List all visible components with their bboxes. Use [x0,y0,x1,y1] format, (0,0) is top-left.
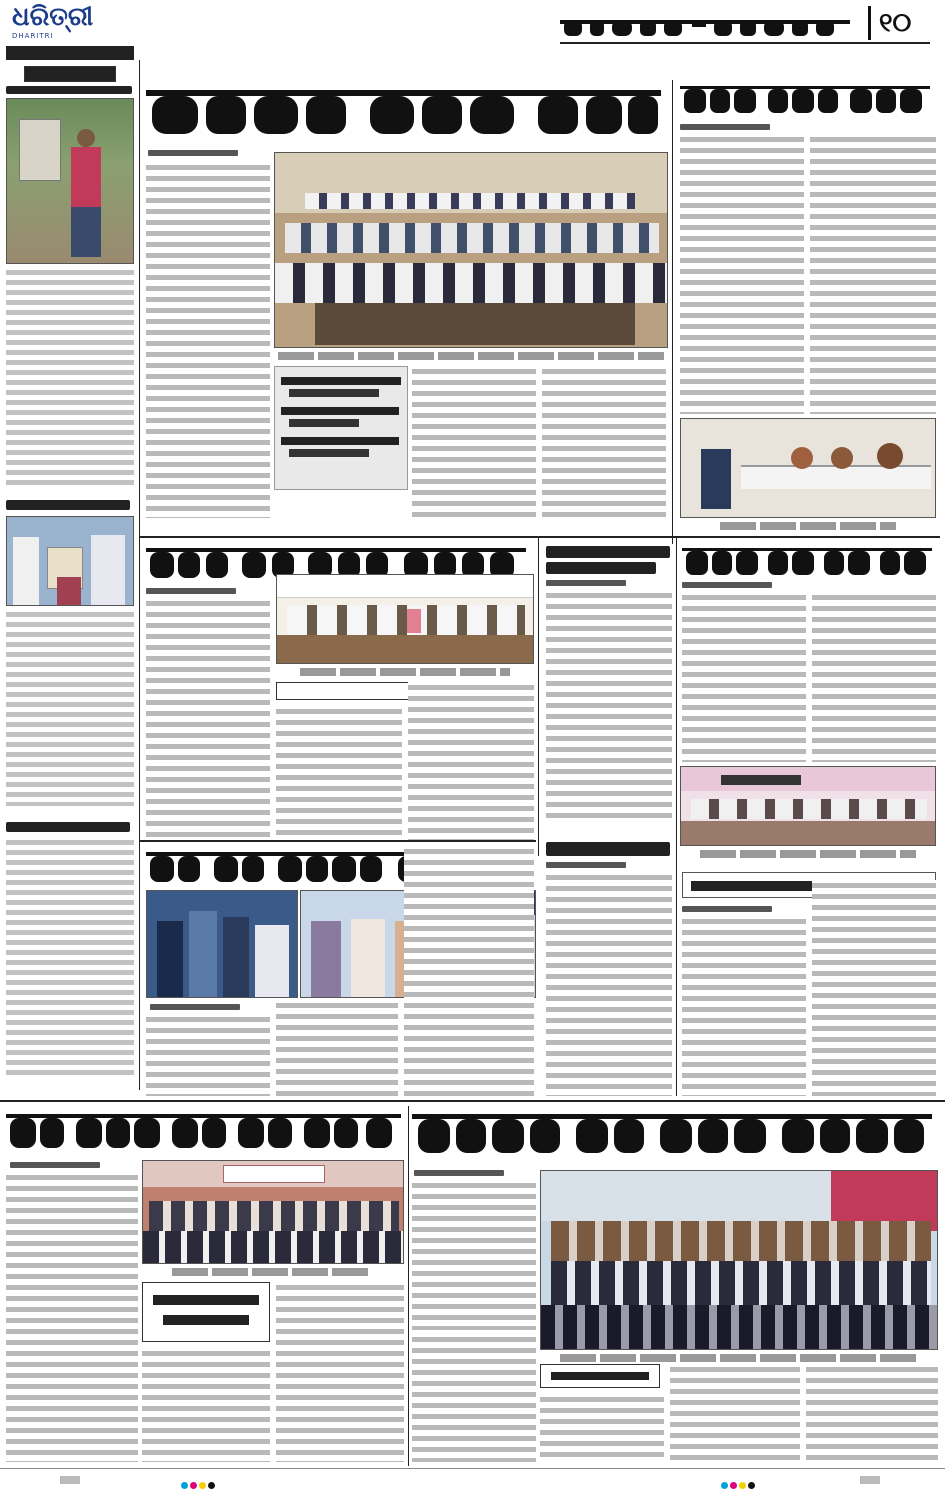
registration-dot-cyan [721,1482,728,1489]
lead-divider [672,80,673,544]
row3-divider [676,856,677,1096]
story-nandini-body-col-3 [408,682,534,842]
story-kickboxing-photo [146,890,298,998]
lead-highlights-box [274,366,408,490]
page-header-title [560,8,860,38]
story-nandini-photo-caption [300,668,510,676]
story-body-found-body [546,872,672,1096]
right-top-headline [680,80,936,120]
page-header-title-glyphs [560,8,860,38]
row2-divider-a [538,538,539,856]
story-kapilas-headline-1 [546,546,670,558]
right-top-photo-caption [720,522,896,530]
story-bishwa-headline-glyphs [682,542,936,578]
story-nishwartha-photo [540,1170,938,1350]
story-bibeka-headline [6,1106,406,1156]
story-bishwa-body-col-2 [812,592,936,762]
lead-photo-caption [278,352,664,360]
brief-2-body [6,610,134,806]
story-bishwa-photo [680,766,936,846]
masthead-rule [560,42,930,44]
lead-body-col-1 [146,162,270,518]
row-divider-2 [140,840,536,842]
footer-gray-bar-left [60,1476,80,1484]
story-nandini-subhead [276,682,412,700]
logo-subtext: DHARITRI [12,32,54,40]
brief-2-headline [6,500,130,510]
story-science-body-col-2 [812,880,936,1096]
row-divider-1 [140,536,940,538]
masthead [0,0,945,48]
story-nandini-photo [276,574,534,664]
story-bibeka-headline-glyphs [6,1106,406,1156]
story-bibeka-body-col-1 [6,1172,138,1462]
story-nishwartha-headline-glyphs [412,1106,938,1162]
row2-divider-b [676,538,677,856]
brief-1-body [6,268,134,490]
story-nishwartha-body-col-4 [670,1364,800,1462]
story-medhabi-subhead [540,1364,660,1388]
story-nandini-body-col-2 [276,706,402,842]
story-bibeka-photo [142,1160,404,1264]
story-body-found-dateline [546,862,626,868]
story-sarvodaya-subhead [142,1282,270,1342]
bottom-divider [408,1106,409,1466]
lead-headline [146,84,666,140]
footer-rule [0,1468,945,1469]
story-nishwartha-headline [412,1106,938,1162]
page-number: ୧୦ [868,6,928,40]
story-kickboxing-body-col-3 [404,846,534,1096]
story-nishwartha-photo-caption [560,1354,920,1362]
date-bar [6,46,134,60]
story-kickboxing-dateline [150,1004,240,1010]
row-divider-3 [0,1100,945,1102]
lead-body-col-2 [412,366,536,518]
story-science-body-col-1 [682,916,806,1096]
brief-2-photo [6,516,134,606]
registration-dot-yellow [739,1482,746,1489]
story-nishwartha-body-col-5 [806,1364,938,1462]
right-top-body-col-2 [810,134,936,414]
story-bishwa-headline [682,542,936,578]
story-bibeka-photo-caption [172,1268,372,1276]
story-kapilas-headline-2 [546,562,656,574]
story-nishwartha-body-col-2 [412,1334,536,1462]
briefs-section-head [24,66,116,82]
story-body-found-headline [546,842,670,856]
story-nandini-body-col-1 [146,598,270,842]
lead-photo [274,152,668,348]
story-nishwartha-body-col-3 [540,1394,664,1462]
story-bishwa-body-col-1 [682,592,806,762]
registration-dot-black [208,1482,215,1489]
story-kickboxing-body-col-1 [146,1014,270,1096]
registration-marks-right [720,1474,780,1486]
left-column-divider [139,60,140,1090]
story-nishwartha-body-col-1 [412,1180,536,1330]
right-top-headline-glyphs [680,80,936,120]
logo-text: ଧରିତ୍ରୀ [12,2,94,32]
story-bishwa-dateline [682,582,772,588]
right-top-photo [680,418,936,518]
registration-dot-yellow [199,1482,206,1489]
story-bibeka-dateline [10,1162,100,1168]
lead-headline-glyphs [146,84,666,140]
footer-gray-bar-right [860,1476,880,1484]
story-nandini-dateline [146,588,236,594]
registration-dot-magenta [190,1482,197,1489]
story-bibeka-body-col-3 [276,1282,404,1462]
story-kapilas-body [546,590,672,824]
story-kapilas-dateline [546,580,626,586]
right-top-body-col-1 [680,134,804,414]
registration-dot-magenta [730,1482,737,1489]
logo [12,2,92,42]
story-bishwa-photo-caption [700,850,916,858]
story-kickboxing-body-col-2 [276,1000,398,1096]
registration-dot-cyan [181,1482,188,1489]
brief-1-photo [6,98,134,264]
brief-1-headline [6,86,132,94]
registration-dot-black [748,1482,755,1489]
story-bibeka-body-col-2 [142,1348,270,1462]
registration-marks-left [180,1474,240,1486]
lead-body-col-3 [542,366,666,518]
story-science-dateline [682,906,772,912]
brief-3-headline [6,822,130,832]
right-top-dateline [680,124,770,130]
lead-dateline [148,150,238,156]
story-nishwartha-dateline [414,1170,504,1176]
brief-3-body [6,838,134,1078]
